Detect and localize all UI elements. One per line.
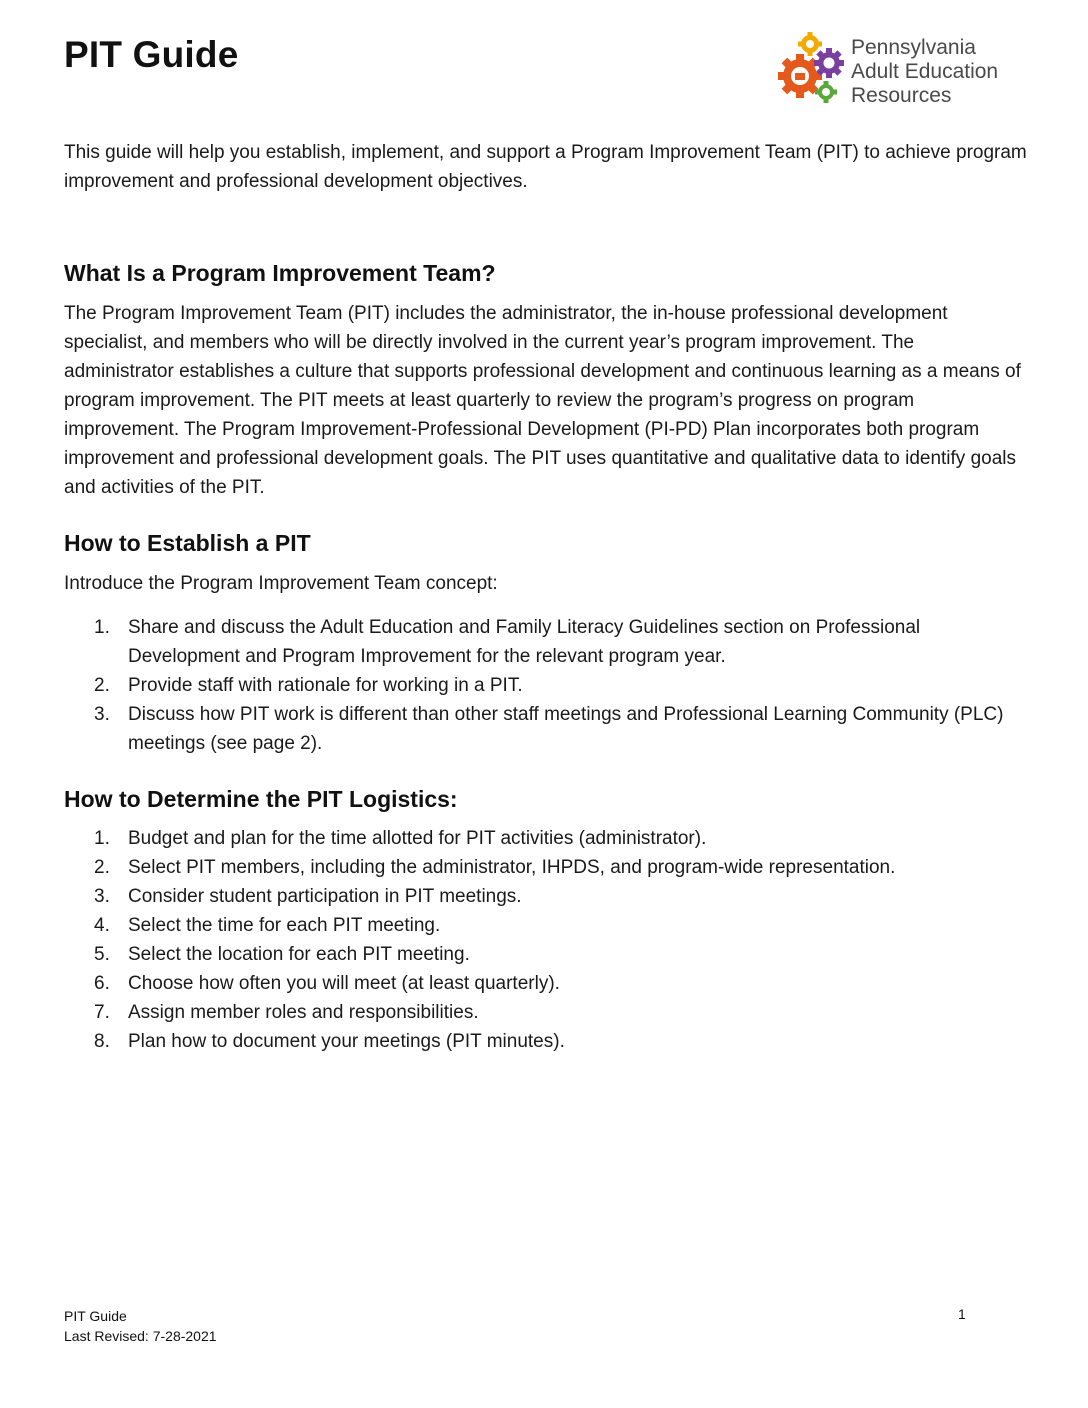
list-number: 4. [94, 915, 110, 936]
list-number: 8. [94, 1031, 110, 1052]
gears-logo-icon [776, 30, 852, 110]
list-number: 3. [94, 704, 110, 725]
list-item [64, 911, 1004, 940]
list-number: 3. [94, 886, 110, 907]
section-heading-establish-pit: How to Establish a PIT [64, 530, 311, 556]
list-item-text: Consider student participation in PIT meetings. [128, 886, 522, 907]
list-item [64, 998, 1004, 1027]
list-number: 6. [94, 973, 110, 994]
list-item-text: Assign member roles and responsibilities. [128, 1002, 479, 1023]
intro-paragraph: This guide will help you establish, implement, and support a Program Improvement Team (PIT) to achieve program improvement and professional development objectives. [64, 142, 1027, 192]
section-heading-pit-logistics: How to Determine the PIT Logistics: [64, 786, 458, 812]
list-item-text: Choose how often you will meet (at least quarterly). [128, 973, 560, 994]
page-title: PIT Guide [64, 34, 239, 75]
logo-line: Resources [851, 84, 952, 107]
establish-steps-list [64, 613, 1004, 758]
list-item [64, 671, 1004, 700]
footer-revised-date: Last Revised: 7-28-2021 [64, 1328, 217, 1344]
list-item-text: Discuss how PIT work is different than other staff meetings and Professional Learning Community (PLC) meetings (see page 2). [128, 704, 1004, 754]
list-item [64, 613, 1004, 671]
list-number: 2. [94, 675, 110, 696]
list-item-text: Select the location for each PIT meeting. [128, 944, 470, 965]
section-body-what-is-pit: The Program Improvement Team (PIT) includes the administrator, the in-house professional development specialist, and members who will be directly involved in the current year’s program improvement. The administrator establishes a culture that supports professional development and continuous learning as a means of program improvement. The PIT meets at least quarterly to review the program’s progress on program improvement. The Program Improvement-Professional Development (PI-PD) Plan incorporates both program improvement and professional development goals. The PIT uses quantitative and qualitative data to identify goals and activities of the PIT. [64, 303, 1021, 498]
logo-wordmark [851, 36, 998, 108]
list-item [64, 824, 1004, 853]
list-number: 7. [94, 1002, 110, 1023]
footer-doc-name: PIT Guide [64, 1308, 127, 1324]
list-item [64, 969, 1004, 998]
list-item [64, 1027, 1004, 1056]
list-item-text: Plan how to document your meetings (PIT minutes). [128, 1031, 565, 1052]
list-item [64, 700, 1004, 758]
list-item [64, 940, 1004, 969]
list-item [64, 882, 1004, 911]
list-number: 2. [94, 857, 110, 878]
list-number: 1. [94, 617, 110, 638]
list-item-text: Select the time for each PIT meeting. [128, 915, 441, 936]
list-item-text: Provide staff with rationale for working in a PIT. [128, 675, 523, 696]
list-number: 5. [94, 944, 110, 965]
list-item-text: Budget and plan for the time allotted for PIT activities (administrator). [128, 828, 707, 849]
establish-intro: Introduce the Program Improvement Team concept: [64, 573, 498, 594]
page-number: 1 [958, 1306, 966, 1322]
footer [64, 1306, 217, 1346]
logo-line: Adult Education [851, 60, 999, 83]
organization-logo [776, 30, 1026, 110]
logo-line: Pennsylvania [851, 36, 976, 59]
list-number: 1. [94, 828, 110, 849]
section-heading-what-is-pit: What Is a Program Improvement Team? [64, 260, 496, 286]
list-item [64, 853, 1004, 882]
list-item-text: Share and discuss the Adult Education and Family Literacy Guidelines section on Professional Development and Program Improvement for the relevant program year. [128, 617, 921, 667]
list-item-text: Select PIT members, including the administrator, IHPDS, and program-wide representation. [128, 857, 896, 878]
logistics-steps-list [64, 824, 1004, 1056]
